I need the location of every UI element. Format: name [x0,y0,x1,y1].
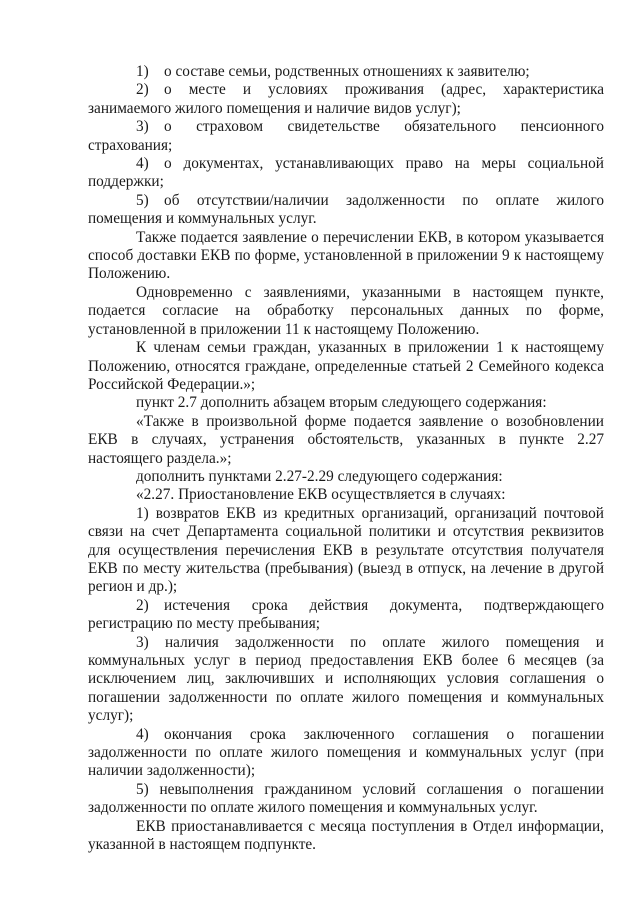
paragraph-5: 5) об отсутствии/наличии задолженности по оплате жилого помещения и коммунальных услуг. [88,191,604,228]
document-page [88,63,604,854]
paragraph-15: 3) наличия задолженности по оплате жилого помещения и коммунальных услуг в период предоставления ЕКВ более 6 месяцев (за исключением лиц, заключивших и исполняющих условия соглашения о погашении задолженности по оплате жилого помещения и коммунальных услуг); [88,633,604,725]
paragraph-6: Также подается заявление о перечислении ЕКВ, в котором указывается способ доставки ЕКВ по форме, установленной в приложении 9 к настоящему Положению. [88,228,604,283]
paragraph-2: 2) о месте и условиях проживания (адрес, характеристика занимаемого жилого помещения и наличие видов услуг); [88,81,604,117]
paragraph-18: ЕКВ приостанавливается с месяца поступления в Отдел информации, указанной в настоящем подпункте. [88,817,604,854]
paragraph-4: 4) о документах, устанавливающих право на меры социальной поддержки; [88,155,604,191]
paragraph-16: 4) окончания срока заключенного соглашения о погашении задолженности по оплате жилого помещения и коммунальных услуг (при наличии задолженности); [88,725,604,780]
paragraph-10: «Также в произвольной форме подается заявление о возобновлении ЕКВ в случаях, устранения обстоятельств, указанных в пункте 2.27 настоящего раздела.»; [88,412,604,467]
paragraph-3: 3) о страховом свидетельстве обязательного пенсионного страхования; [88,118,604,154]
paragraph-11: дополнить пунктами 2.27-2.29 следующего содержания: [136,467,503,485]
paragraph-9: пункт 2.7 дополнить абзацем вторым следующего содержания: [136,394,547,412]
paragraph-14: 2) истечения срока действия документа, подтверждающего регистрацию по месту пребывания; [88,596,604,633]
paragraph-1: 1) о составе семьи, родственных отношениях к заявителю; [136,63,530,80]
paragraph-7: Одновременно с заявлениями, указанными в настоящем пункте, подается согласие на обработку персональных данных по форме, установленной в приложении 11 к настоящему Положению. [88,283,604,338]
paragraph-8: К членам семьи граждан, указанных в приложении 1 к настоящему Положению, относятся граждане, определенные статьей 2 Семейного кодекса Российской Федерации.»; [88,339,604,393]
paragraph-13: 1) возвратов ЕКВ из кредитных организаций, организаций почтовой связи на счет Департамента социальной политики и отсутствия реквизитов для осуществления перечисления ЕКВ в результате отсутствия получателя ЕКВ по месту жительства (пребывания) (выезд в отпуск, на лечение в другой регион и др.); [88,504,604,596]
paragraph-17: 5) невыполнения гражданином условий соглашения о погашении задолженности по оплате жилого помещения и коммунальных услуг. [88,780,604,817]
paragraph-12: «2.27. Приостановление ЕКВ осуществляется в случаях: [136,486,506,504]
